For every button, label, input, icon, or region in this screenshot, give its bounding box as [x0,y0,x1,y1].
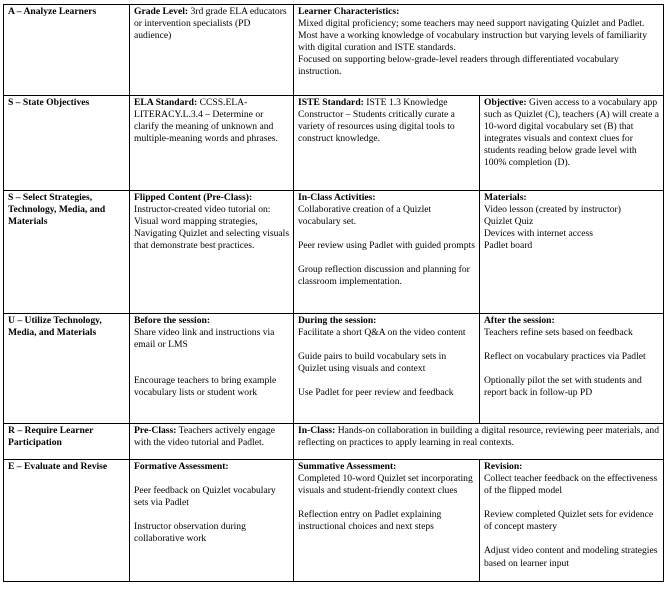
after-session-item: Reflect on vocabulary practices via Padlet [484,351,646,363]
before-session-item: Share video link and instructions via email or LMS [134,327,275,351]
cell-objective [480,96,664,191]
step-label-state: S – State Objectives [4,96,130,191]
cell-revision [480,460,664,582]
formative-assessment-heading: Formative Assessment: [134,461,229,472]
revision-heading: Revision: [484,461,523,472]
learner-characteristics-heading: Learner Characteristics: [298,6,400,17]
flipped-content-heading: Flipped Content (Pre-Class): [134,192,253,203]
learner-characteristic: Most have a working knowledge of vocabulary instruction but varying levels of familiarity with digital curation and ISTE standards. [298,30,648,54]
material-item: Padlet board [484,240,533,252]
grade-level-text: 3rd grade ELA educators or intervention specialists (PD audience) [134,6,287,42]
revision-item: Adjust video content and modeling strategies based on learner input [484,545,658,569]
row-select-strategies [4,191,664,314]
in-class-activities-heading: In-Class Activities: [298,192,376,203]
after-session-heading: After the session: [484,315,555,326]
material-item: Quizlet Quiz [484,216,534,228]
cell-learner-characteristics [294,5,664,96]
during-session-heading: During the session: [298,315,377,326]
objective-text: Given access to a vocabulary app such as Quizlet (C), teachers (A) will create a 10-word digital vocabulary set (B) that integrates visuals and context clues for students reading below grade level with 100% completion (D). [484,97,660,169]
cell-ela-standard [130,96,294,191]
after-session-item: Optionally pilot the set with students and report back in follow-up PD [484,375,642,399]
step-label-select: S – Select Strategies, Technology, Media, and Materials [4,191,130,314]
formative-assessment-item: Instructor observation during collaborative work [134,521,246,545]
cell-before-session [130,314,294,424]
material-item: Video lesson (created by instructor) [484,204,621,216]
row-utilize-technology [4,314,664,424]
cell-summative-assessment [294,460,480,582]
before-session-heading: Before the session: [134,315,211,326]
pre-class-text: Teachers actively engage with the video tutorial and Padlet. [134,425,275,449]
step-label-evaluate: E – Evaluate and Revise [4,460,130,582]
iste-standard-text: ISTE 1.3 Knowledge Constructor – Students critically curate a variety of resources using digital tools to construct knowledge. [298,97,455,145]
row-evaluate-revise [4,460,664,582]
summative-assessment-heading: Summative Assessment: [298,461,397,472]
objective-heading: Objective: [484,97,527,108]
after-session-item: Teachers refine sets based on feedback [484,327,633,339]
iste-standard-heading: ISTE Standard: [298,97,364,108]
row-analyze-learners [4,5,664,96]
cell-in-class-activities [294,191,480,314]
cell-flipped-content [130,191,294,314]
materials-heading: Materials: [484,192,527,203]
pre-class-heading: Pre-Class: [134,425,177,436]
learner-characteristic: Focused on supporting below-grade-level readers through differentiated vocabulary instruction. [298,54,619,78]
before-session-item: Encourage teachers to bring example vocabulary lists or student work [134,375,277,399]
step-label-require: R – Require Learner Participation [4,424,130,460]
in-class-heading: In-Class: [298,425,336,436]
in-class-activity: Collaborative creation of a Quizlet vocabulary set. [298,204,432,228]
step-label-utilize: U – Utilize Technology, Media, and Materials [4,314,130,424]
cell-grade-level [130,5,294,96]
ela-standard-text: CCSS.ELA-LITERACY.L.3.4 – Determine or clarify the meaning of unknown and multiple-meaning words and phrases. [134,97,278,145]
revision-item: Review completed Quizlet sets for evidence of concept mastery [484,509,654,533]
cell-formative-assessment [130,460,294,582]
cell-after-session [480,314,664,424]
during-session-item: Guide pairs to build vocabulary sets in Quizlet using visuals and context [298,351,447,375]
assure-model-table [3,4,664,582]
during-session-item: Use Padlet for peer review and feedback [298,387,454,399]
cell-pre-class [130,424,294,460]
in-class-activity: Group reflection discussion and planning for classroom implementation. [298,264,470,288]
step-label-analyze: A – Analyze Learners [4,5,130,96]
ela-standard-heading: ELA Standard: [134,97,198,108]
cell-in-class [294,424,664,460]
row-state-objectives [4,96,664,191]
cell-during-session [294,314,480,424]
learner-characteristic: Mixed digital proficiency; some teachers may need support navigating Quizlet and Padlet. [298,18,645,30]
in-class-text: Hands-on collaboration in building a digital resource, reviewing peer materials, and reflecting on practices to apply learning in real contexts. [298,425,660,449]
flipped-content-text: Instructor-created video tutorial on: Visual word mapping strategies, Navigating Quizlet and selecting visuals that demonstrate best practices. [134,204,290,252]
grade-level-heading: Grade Level: [134,6,189,17]
cell-iste-standard [294,96,480,191]
formative-assessment-item: Peer feedback on Quizlet vocabulary sets via Padlet [134,485,276,509]
summative-assessment-item: Reflection entry on Padlet explaining instructional choices and next steps [298,509,442,533]
in-class-activity: Peer review using Padlet with guided prompts [298,240,475,252]
row-require-participation [4,424,664,460]
material-item: Devices with internet access [484,228,593,240]
during-session-item: Facilitate a short Q&A on the video content [298,327,466,339]
revision-item: Collect teacher feedback on the effectiveness of the flipped model [484,473,658,497]
summative-assessment-item: Completed 10-word Quizlet set incorporating visuals and student-friendly context clues [298,473,473,497]
cell-materials [480,191,664,314]
